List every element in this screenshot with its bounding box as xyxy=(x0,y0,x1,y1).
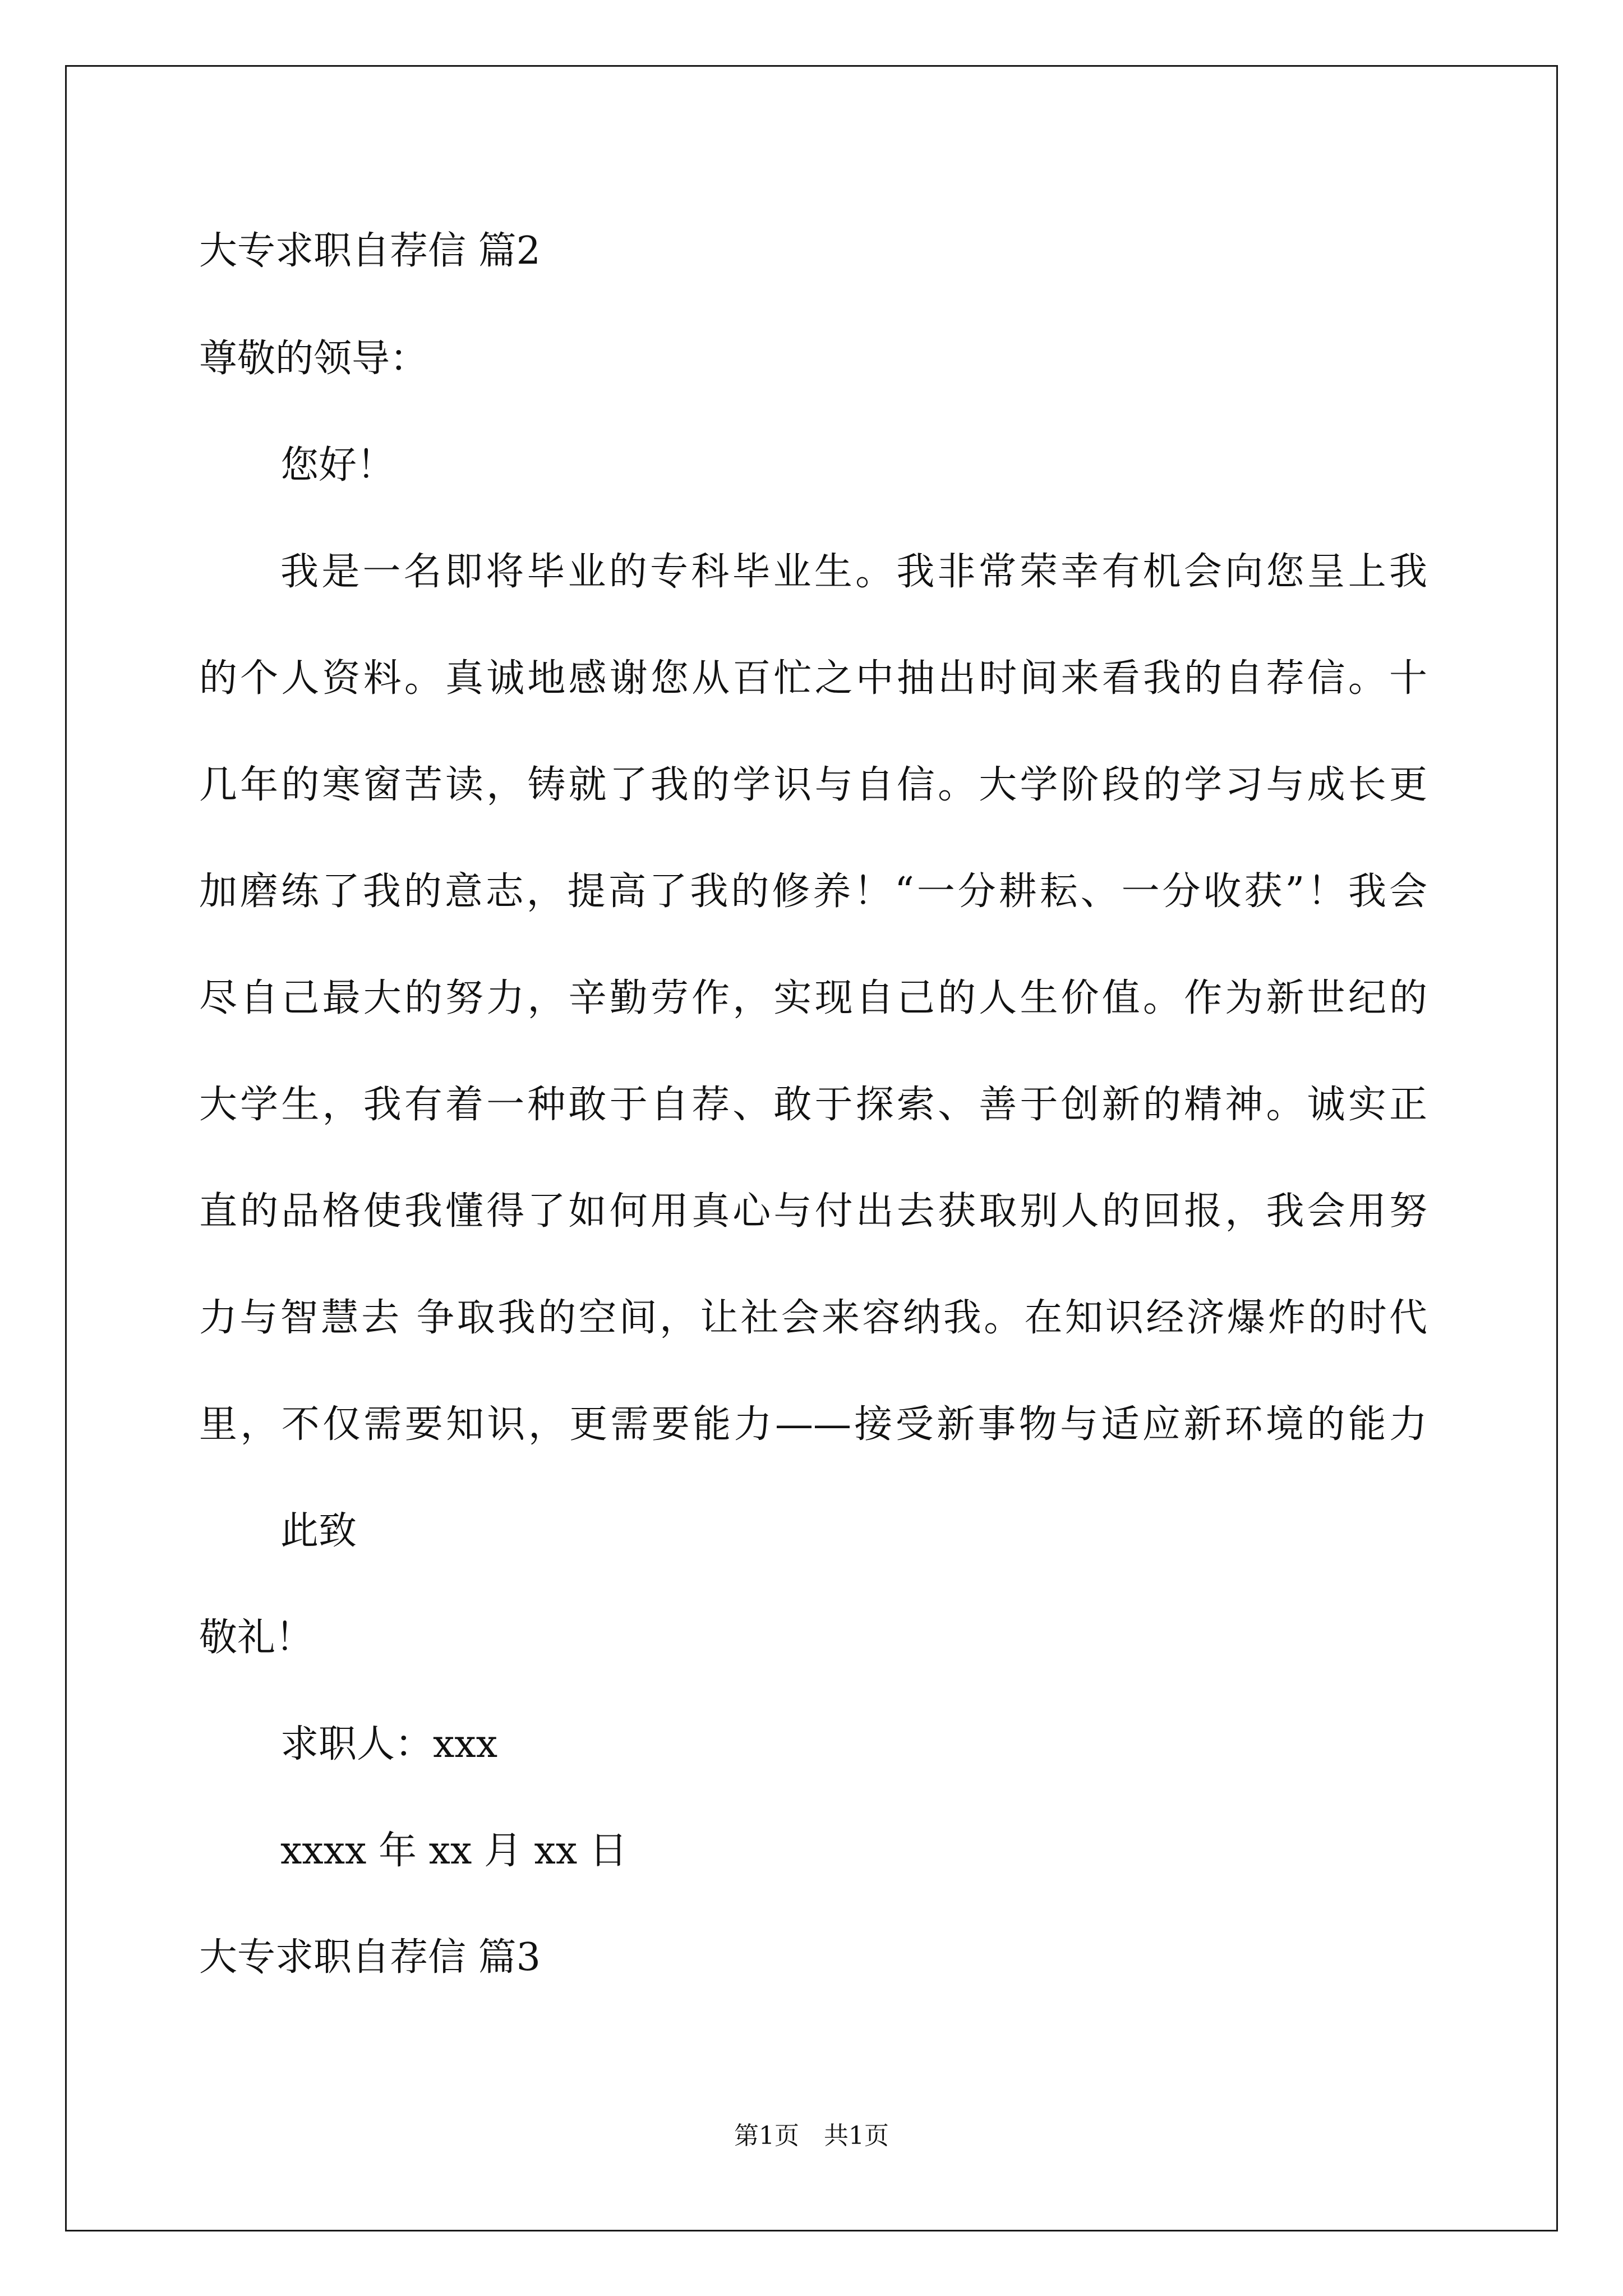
page-footer: 第1页 共1页 xyxy=(734,2122,889,2150)
closing-phrase: 此致 xyxy=(280,1509,357,1553)
body-line-7: 直的品格使我懂得了如何用真心与付出去获取别人的回报，我会用努 xyxy=(199,1189,1427,1234)
body-line-8: 力与智慧去 争取我的空间，让社会来容纳我。在知识经济爆炸的时代 xyxy=(199,1296,1427,1340)
body-line-9: 里，不仅需要知识，更需要能力——接受新事物与适应新环境的能力 xyxy=(199,1402,1427,1447)
signature: 求职人：xxx xyxy=(280,1722,498,1766)
greeting: 您好！ xyxy=(280,443,395,487)
section-heading-3: 大专求职自荐信 篇3 xyxy=(199,1935,541,1980)
body-line-2: 的个人资料。真诚地感谢您从百忙之中抽出时间来看我的自荐信。十 xyxy=(199,656,1427,701)
body-line-6: 大学生，我有着一种敢于自荐、敢于探索、善于创新的精神。诚实正 xyxy=(199,1083,1427,1127)
closing-salute: 敬礼！ xyxy=(199,1616,314,1660)
salutation: 尊敬的领导： xyxy=(199,337,428,381)
date: xxxx 年 xx 月 xx 日 xyxy=(280,1829,628,1873)
section-heading-2: 大专求职自荐信 篇2 xyxy=(199,229,541,273)
body-line-5: 尽自己最大的努力，辛勤劳作，实现自己的人生价值。作为新世纪的 xyxy=(199,976,1427,1020)
body-line-1: 我是一名即将毕业的专科毕业生。我非常荣幸有机会向您呈上我 xyxy=(280,550,1427,594)
body-line-3: 几年的寒窗苦读，铸就了我的学识与自信。大学阶段的学习与成长更 xyxy=(199,763,1427,807)
page-border xyxy=(65,65,1558,2231)
body-line-4: 加磨练了我的意志，提高了我的修养！“一分耕耘、一分收获”！我会 xyxy=(199,869,1427,914)
